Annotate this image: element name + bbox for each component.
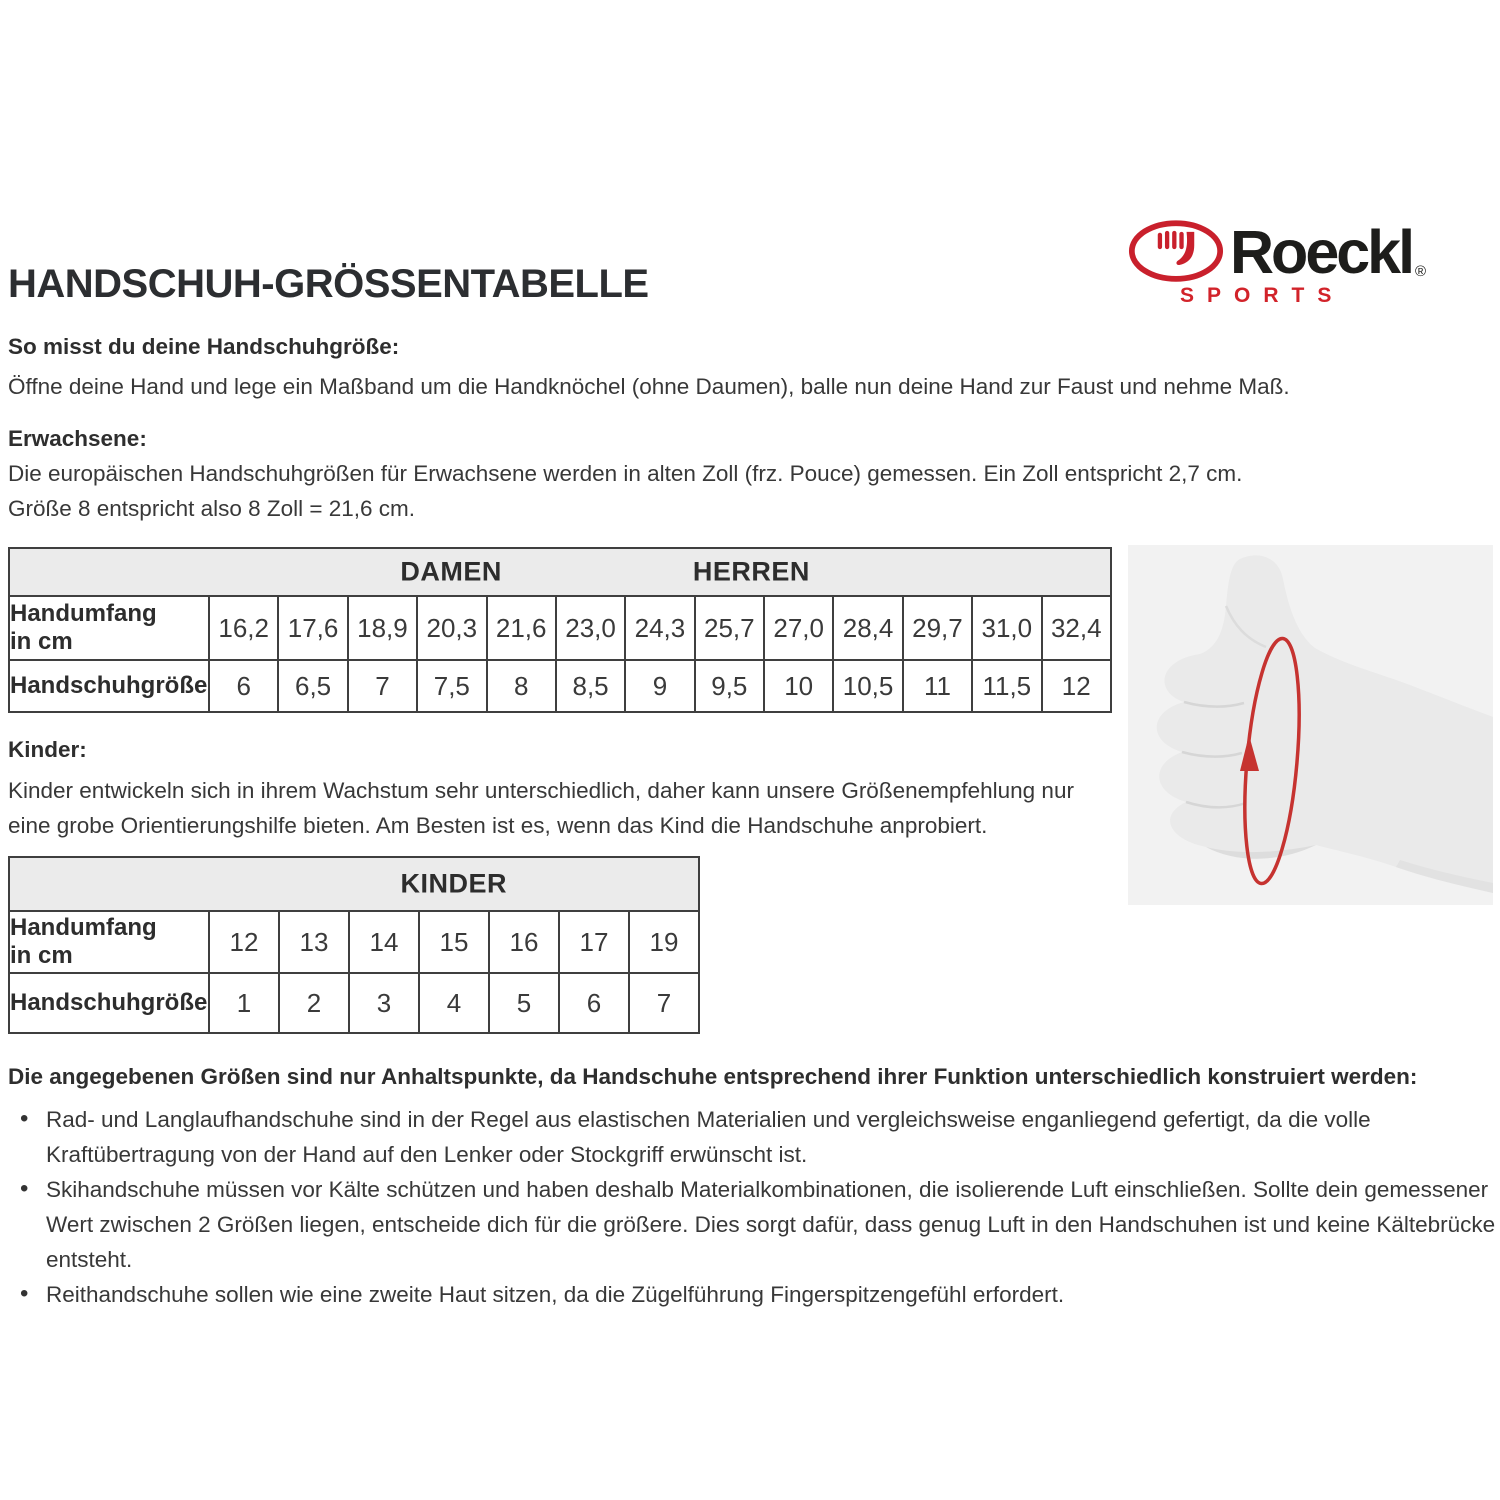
table-cell: 6 xyxy=(209,660,278,712)
table-cell: 6,5 xyxy=(278,660,347,712)
list-item xyxy=(46,1172,1500,1277)
adult-size-table xyxy=(8,547,1112,713)
note-text: Rad- und Langlaufhandschuhe sind in der Regel aus elastischen Materialien und vergleichsweise enganliegend gefertigt, da die volle Kraftübertragung von der Hand auf den Lenker oder Stockgriff erwünscht ist. xyxy=(46,1107,1371,1167)
table-cell: 12 xyxy=(209,911,279,973)
row-label: Handschuhgröße xyxy=(9,973,209,1033)
adults-text-line2: Größe 8 entspricht also 8 Zoll = 21,6 cm. xyxy=(8,496,416,521)
table-cell: 9,5 xyxy=(695,660,764,712)
table-cell: 4 xyxy=(419,973,489,1033)
table-cell: 1 xyxy=(209,973,279,1033)
table-row xyxy=(9,973,699,1033)
notes-list xyxy=(8,1102,1500,1312)
group-header-cell xyxy=(9,548,1111,596)
table-row xyxy=(9,660,1111,712)
table-cell: 16 xyxy=(489,911,559,973)
row-label-line2: in cm xyxy=(10,942,73,969)
table-cell: 25,7 xyxy=(695,596,764,660)
page-title: HANDSCHUH-GRÖSSENTABELLE xyxy=(8,262,649,306)
intro-heading: So misst du deine Handschuhgröße: xyxy=(8,334,400,359)
row-label-line1: Handumfang xyxy=(10,914,157,941)
brand-wordmark: Roeckl xyxy=(1230,218,1413,286)
adults-heading: Erwachsene: xyxy=(8,426,147,451)
table-cell: 16,2 xyxy=(209,596,278,660)
notes-heading: Die angegebenen Größen sind nur Anhaltspunkte, da Handschuhe entsprechend ihrer Funktion unterschiedlich konstruiert werden: xyxy=(8,1064,1418,1089)
brand-logo-row xyxy=(1128,218,1488,286)
table-cell: 14 xyxy=(349,911,419,973)
column-group-herren: HERREN xyxy=(692,556,810,587)
table-cell: 19 xyxy=(629,911,699,973)
row-label-line2: in cm xyxy=(10,628,73,655)
table-cell: 8 xyxy=(487,660,556,712)
table-cell: 21,6 xyxy=(487,596,556,660)
thumb-glyph xyxy=(1176,232,1194,265)
table-cell: 10 xyxy=(764,660,833,712)
table-cell: 29,7 xyxy=(903,596,972,660)
adults-text-line1: Die europäischen Handschuhgrößen für Erwachsene werden in alten Zoll (frz. Pouce) gemessen. Ein Zoll entspricht 2,7 cm. xyxy=(8,461,1243,486)
row-label xyxy=(9,596,209,660)
children-size-table xyxy=(8,856,700,1034)
brand-subtitle: SPORTS xyxy=(1180,284,1345,307)
table-cell: 10,5 xyxy=(833,660,902,712)
table-cell: 5 xyxy=(489,973,559,1033)
table-cell: 17 xyxy=(559,911,629,973)
intro-text: Öffne deine Hand und lege ein Maßband um die Handknöchel (ohne Daumen), balle nun deine Hand zur Faust und nehme Maß. xyxy=(8,374,1290,399)
table-cell: 28,4 xyxy=(833,596,902,660)
table-cell: 13 xyxy=(279,911,349,973)
hand-illustration xyxy=(1128,545,1493,905)
table-cell: 3 xyxy=(349,973,419,1033)
column-group-damen: DAMEN xyxy=(400,556,502,587)
table-cell: 9 xyxy=(625,660,694,712)
brand-logo xyxy=(1128,218,1488,308)
children-heading: Kinder: xyxy=(8,737,87,762)
table-cell: 18,9 xyxy=(348,596,417,660)
table-cell: 2 xyxy=(279,973,349,1033)
table-cell: 32,4 xyxy=(1042,596,1112,660)
table-cell: 12 xyxy=(1042,660,1112,712)
table-cell: 17,6 xyxy=(278,596,347,660)
table-cell: 24,3 xyxy=(625,596,694,660)
table-cell: 27,0 xyxy=(764,596,833,660)
column-group-kinder: KINDER xyxy=(400,868,508,899)
list-item xyxy=(46,1277,1500,1312)
table-cell: 20,3 xyxy=(417,596,486,660)
roeckl-hand-oval-icon xyxy=(1128,218,1224,286)
table-row xyxy=(9,596,1111,660)
table-cell: 31,0 xyxy=(972,596,1041,660)
children-text: Kinder entwickeln sich in ihrem Wachstum sehr unterschiedlich, daher kann unsere Größenempfehlung nur eine grobe Orientierungshilfe bieten. Am Besten ist es, wenn das Kind die Handschuhe anprobiert. xyxy=(8,778,1074,838)
registered-mark: ® xyxy=(1415,263,1427,280)
table-cell: 7 xyxy=(629,973,699,1033)
row-label: Handschuhgröße xyxy=(9,660,209,712)
group-header-cell xyxy=(9,857,699,911)
hand-measurement-figure xyxy=(1128,545,1493,905)
row-label xyxy=(9,911,209,973)
table-cell: 11 xyxy=(903,660,972,712)
table-cell: 7,5 xyxy=(417,660,486,712)
table-cell: 11,5 xyxy=(972,660,1041,712)
note-text: Skihandschuhe müssen vor Kälte schützen und haben deshalb Materialkombinationen, die isolierende Luft einschließen. Sollte dein gemessener Wert zwischen 2 Größen liegen, entscheide dich für die größere. Dies sorgt dafür, dass genug Luft in den Handschuhen ist und keine Kältebrücke entsteht. xyxy=(46,1177,1496,1272)
table-cell: 8,5 xyxy=(556,660,625,712)
table-cell: 23,0 xyxy=(556,596,625,660)
note-text: Reithandschuhe sollen wie eine zweite Haut sitzen, da die Zügelführung Fingerspitzengefühl erfordert. xyxy=(46,1282,1065,1307)
table-cell: 15 xyxy=(419,911,489,973)
table-row xyxy=(9,548,1111,596)
list-item xyxy=(46,1102,1500,1172)
table-row xyxy=(9,911,699,973)
table-cell: 6 xyxy=(559,973,629,1033)
table-row xyxy=(9,857,699,911)
table-cell: 7 xyxy=(348,660,417,712)
row-label-line1: Handumfang xyxy=(10,600,157,627)
